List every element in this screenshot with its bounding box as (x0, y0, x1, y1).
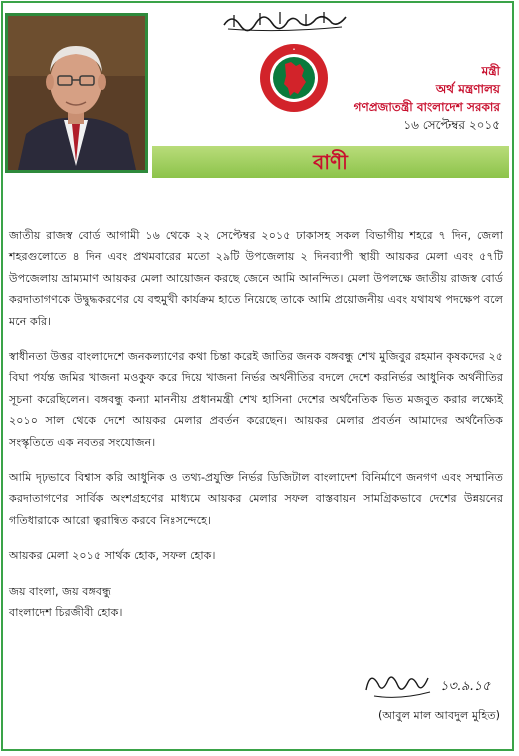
closing-line-1: জয় বাংলা, জয় বঙ্গবন্ধু (9, 584, 112, 598)
title-government: গণপ্রজাতন্ত্রী বাংলাদেশ সরকার (353, 100, 500, 114)
svg-text:১৩.৯.১৫: ১৩.৯.১৫ (440, 679, 491, 694)
message-heading-bar (152, 146, 509, 178)
paragraph-2: স্বাধীনতা উত্তর বাংলাদেশে জনকল্যাণের কথা চিন্তা করেই জাতির জনক বঙ্গবন্ধু শেখ মুজিবুর রহমান কৃষকদের ২৫ বিঘা পর্যন্ত জমির খাজনা মওকুফ করে দিয়ে খাজনা নির্ভর অর্থনীতির বদলে দেশে করনির্ভর আধুনিক অর্থনীতির সূচনা করেছিলেন। বঙ্গবন্ধু কন্যা মাননীয় প্রধানমন্ত্রী শেখ হাসিনা দেশের অর্থনৈতিক ভিত মজবুত করার লক্ষ্যেই ২০১০ সাল থেকে দেশে আয়কর মেলার প্রবর্তন করেছেন। আয়কর মেলার প্রবর্তন আমাদের অর্থনৈতিক সংস্কৃতিতে এক নবতর সংযোজন। (9, 350, 503, 449)
office-title (330, 62, 500, 116)
message-heading: বাণী (313, 150, 348, 174)
message-date: ১৬ সেপ্টেম্বর ২০১৫ (403, 118, 500, 132)
portrait-photo (5, 13, 148, 173)
message-body (9, 225, 503, 624)
title-minister: মন্ত্রী (481, 64, 500, 78)
svg-text:•: • (292, 47, 296, 53)
government-emblem (258, 42, 330, 114)
paragraph-4: আয়কর মেলা ২০১৫ সার্থক হোক, সফল হোক। (9, 549, 216, 563)
bismillah-calligraphy (220, 7, 350, 33)
signer-name: (আবুল মাল আবদুল মুহিত) (378, 709, 500, 722)
title-ministry: অর্থ মন্ত্রণালয় (435, 82, 500, 96)
paragraph-3: আমি দৃঢ়ভাবে বিশ্বাস করি আধুনিক ও তথ্য-প্রযুক্তি নির্ভর ডিজিটাল বাংলাদেশ বিনির্মাণে জনগণ এবং সম্মানিত করদাতাগণের সার্বিক অংশগ্রহণের মাধ্যমে আয়কর মেলার সফল বাস্তবায়ন সামগ্রিকভাবে দেশের উন্নয়নের গতিধারাকে আরো ত্বরান্বিত করবে নিঃসন্দেহে। (9, 471, 503, 527)
handwritten-signature (360, 660, 500, 705)
paragraph-1: জাতীয় রাজস্ব বোর্ড আগামী ১৬ থেকে ২২ সেপ্টেম্বর ২০১৫ ঢাকাসহ সকল বিভাগীয় শহরে ৭ দিন, জেলা শহরগুলোতে ৪ দিন এবং প্রথমবারের মতো ২৯টি উপজেলায় ২ দিনব্যাপী স্থায়ী আয়কর মেলা এবং ৫৭টি উপজেলায় ভ্রাম্যমাণ আয়কর মেলা আয়োজন করছে জেনে আমি আনন্দিত। মেলা উপলক্ষে জাতীয় রাজস্ব বোর্ড করদাতাগণকে উদ্বুদ্ধকরণের যে বহুমুখী কার্যক্রম হাতে নিয়েছে তাকে আমি প্রয়োজনীয় এবং যথাযথ পদক্ষেপ বলে মনে করি। (9, 229, 503, 328)
closing-line-2: বাংলাদেশ চিরজীবী হোক। (9, 606, 123, 620)
